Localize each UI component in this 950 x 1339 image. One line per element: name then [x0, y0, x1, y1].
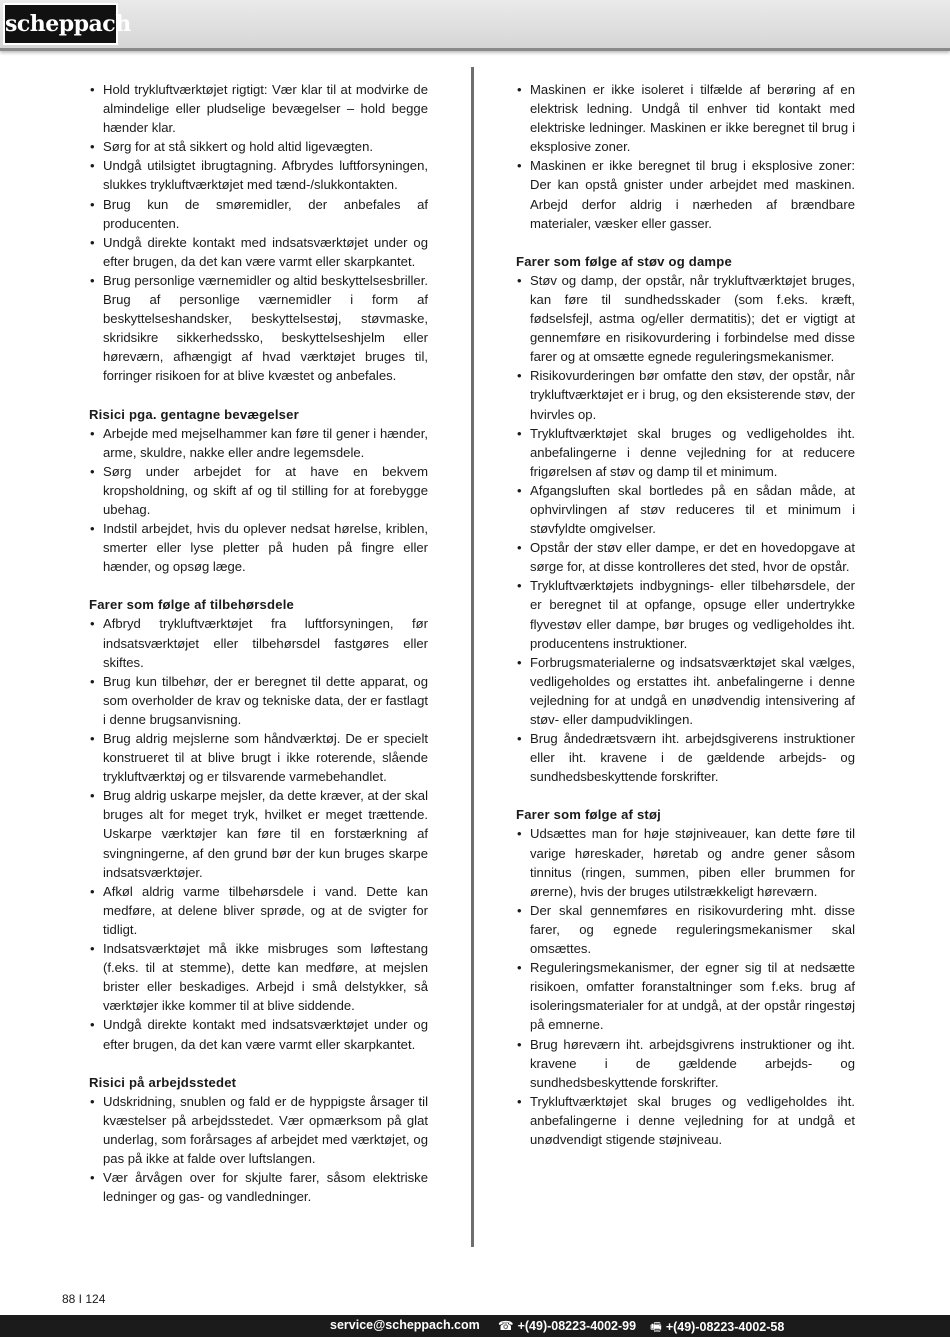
list-item: • Afgangsluften skal bortledes på en sådan måde, at ophvirvlingen af støv reduceres til et minimum i støvfyldte omgivelser. — [516, 481, 855, 538]
phone-number: +(49)-08223-4002-99 — [517, 1319, 637, 1333]
list-item: • Maskinen er ikke isoleret i tilfælde af berøring af en elektrisk ledning. Undgå til enhver tid kontakt med elektriske ledninger. Maskinen er ikke beregnet til brug i eksplosive zoner. — [516, 80, 855, 156]
left-column — [89, 80, 428, 1225]
list-item: • Hold trykluftværktøjet rigtigt: Vær klar til at modvirke de almindelige eller pludselige bevægelser – hold begge hænder klar. — [89, 80, 428, 137]
list-item: • Vær årvågen over for skjulte farer, såsom elektriske ledninger og gas- og vandledninger. — [89, 1168, 428, 1206]
noise-hazards-section — [516, 805, 855, 1149]
list-item: • Risikovurderingen bør omfatte den støv, der opstår, når trykluftværktøjet er i brug, og den eksisterende støv, der hvirvles op. — [516, 366, 855, 423]
list-item: • Udsættes man for høje støjniveauer, kan dette føre til varige høreskader, høretab og andre gener såsom tinnitus (ringen, summen, piben eller brummen for ørerne), hvis der bruges utilstrækkeligt høreværn. — [516, 824, 855, 900]
dust-hazards-section — [516, 252, 855, 787]
page-number: 88 I 124 — [62, 1292, 106, 1306]
fax-contact — [650, 1318, 784, 1339]
fax-icon: 🖷 — [650, 1320, 662, 1334]
list-item: • Indsatsværktøjet må ikke misbruges som løftestang (f.eks. til at stemme), dette kan medføre, at mejslen brister eller beskadiges. Arbejd i små delstykker, så værktøjer ikke kommer til at blive siddende. — [89, 939, 428, 1015]
section-heading: Farer som følge af tilbehørsdele — [89, 597, 295, 613]
service-email-link[interactable]: service@scheppach.com — [330, 1318, 480, 1332]
list-item: • Sørg under arbejdet for at have en bekvem kropsholdning, og skift af og til stilling for at forebygge ubehag. — [89, 462, 428, 519]
list-item: • Brug aldrig mejslerne som håndværktøj. De er specielt konstrueret til at blive brugt i ikke roterende, slående trykluftværktøj og er tilsvarende varmebehandlet. — [89, 729, 428, 786]
accessory-hazards-section — [89, 595, 428, 1053]
list-item: • Brug kun de smøremidler, der anbefales af producenten. — [89, 195, 428, 233]
repetitive-movement-section — [89, 405, 428, 577]
list-item: • Undgå direkte kontakt med indsatsværktøjet under og efter brugen, da det kan være varmt eller skarpkantet. — [89, 233, 428, 271]
list-item: • Forbrugsmaterialerne og indsatsværktøjet skal vælges, vedligeholdes og erstattes iht. anbefalingerne i denne vejledning for at undgå en unødvendig intensivering af støv- eller dampudviklingen. — [516, 653, 855, 729]
list-item: • Der skal gennemføres en risikovurdering mht. disse farer, og egnede reguleringsmekanismer skal omsættes. — [516, 901, 855, 958]
list-item: • Trykluftværktøjets indbygnings- eller tilbehørsdele, der er beregnet til at opfange, opsuge eller undertrykke flyvestøv eller dampe, bør bruges og vedligeholdes iht. producentens instruktioner. — [516, 576, 855, 652]
right-intro-section — [516, 80, 855, 233]
footer-bar — [0, 1315, 950, 1337]
bullet-list — [89, 80, 428, 386]
list-item: • Undgå direkte kontakt med indsatsværktøjet under og efter brugen, da det kan være varmt eller skarpkantet. — [89, 1015, 428, 1053]
left-intro-section — [89, 80, 428, 386]
list-item: • Sørg for at stå sikkert og hold altid ligevægten. — [89, 137, 428, 156]
bullet-list — [89, 424, 428, 577]
phone-contact — [498, 1318, 636, 1333]
workplace-risks-section — [89, 1073, 428, 1207]
section-heading: Risici på arbejdsstedet — [89, 1074, 237, 1090]
list-item: • Undgå utilsigtet ibrugtagning. Afbrydes luftforsyningen, slukkes trykluftværktøjet med tænd-/slukkontakten. — [89, 156, 428, 194]
section-heading: Farer som følge af støj — [516, 807, 662, 823]
list-item: • Brug åndedrætsværn iht. arbejdsgiverens instruktioner eller iht. kravene i de gældende arbejds- og sundhedsbeskyttende forskrifter. — [516, 729, 855, 786]
right-column — [516, 80, 855, 1168]
scheppach-logo: scheppach — [3, 3, 118, 45]
list-item: • Brug aldrig uskarpe mejsler, da dette kræver, at der skal bruges alt for meget tryk, hvilket er meget trættende. Uskarpe værktøjer kan føre til en forstærkning af svingningerne, af den grund bør der kun bruges skarpe indsatsværktøjer. — [89, 786, 428, 881]
list-item: • Arbejde med mejselhammer kan føre til gener i hænder, arme, skuldre, nakke eller andre legemsdele. — [89, 424, 428, 462]
list-item: • Afbryd trykluftværktøjet fra luftforsyningen, før indsatsværktøjet eller tilbehørsdel fastgøres eller skiftes. — [89, 614, 428, 671]
bullet-list — [516, 80, 855, 233]
section-heading: Farer som følge af støv og dampe — [516, 253, 732, 269]
section-heading: Risici pga. gentagne bevægelser — [89, 406, 299, 422]
phone-icon: ☎ — [498, 1319, 514, 1333]
column-divider — [471, 67, 474, 1247]
list-item: • Maskinen er ikke beregnet til brug i eksplosive zoner: Der kan opstå gnister under arbejdet med maskinen. Arbejd derfor aldrig i nærheden af brændbare materialer, væsker eller gasser. — [516, 156, 855, 232]
bullet-list — [89, 614, 428, 1053]
list-item: • Udskridning, snublen og fald er de hyppigste årsager til kvæstelser på arbejdsstedet. Vær opmærksom på glat underlag, som forårsages af arbejdet med værktøjet, og pas på ikke at falde over luftslangen. — [89, 1092, 428, 1168]
list-item: • Afkøl aldrig varme tilbehørsdele i vand. Dette kan medføre, at delene bliver sprøde, og at de svigter for tidligt. — [89, 882, 428, 939]
list-item: • Brug kun tilbehør, der er beregnet til dette apparat, og som overholder de krav og tekniske data, der er fastlagt i denne brugsanvisning. — [89, 672, 428, 729]
list-item: • Trykluftværktøjet skal bruges og vedligeholdes iht. anbefalingerne i denne vejledning for at reducere frigørelsen af støv og damp til et minimum. — [516, 424, 855, 481]
fax-number: +(49)-08223-4002-58 — [665, 1320, 785, 1334]
bullet-list — [89, 1092, 428, 1207]
header-bar — [0, 0, 950, 51]
list-item: • Reguleringsmekanismer, der egner sig til at nedsætte risikoen, omfatter foranstaltninger som f.eks. brug af isoleringsmaterialer for at undgå, at der opstår ringestøj på emnerne. — [516, 958, 855, 1034]
list-item: • Opstår der støv eller dampe, er det en hovedopgave at sørge for, at disse kontrolleres det sted, hvor de opstår. — [516, 538, 855, 576]
bullet-list — [516, 271, 855, 787]
list-item: • Brug høreværn iht. arbejdsgivrens instruktioner og iht. kravene i de gældende arbejds- og sundhedsbeskyttende forskrifter. — [516, 1035, 855, 1092]
list-item: • Trykluftværktøjet skal bruges og vedligeholdes iht. anbefalingerne i denne vejledning for at undgå et unødvendigt stigende støjniveau. — [516, 1092, 855, 1149]
list-item: • Støv og damp, der opstår, når trykluftværktøjet bruges, kan føre til sundhedsskader (som f.eks. kræft, fødselsfejl, astma og/eller dermatitis); det er vigtigt at gennemføre en risikovurdering i forbindelse med disse farer og at omsætte egnede reguleringsmekanismer. — [516, 271, 855, 366]
bullet-list — [516, 824, 855, 1149]
list-item: • Brug personlige værnemidler og altid beskyttelsesbriller. Brug af personlige værnemidler i form af beskyttelseshandsker, beskyttelsestøj, støvmaske, skridsikre sikkerhedssko, beskyttelseshjelm eller høreværn, afhængigt af hvad værktøjet bruges til, forringer risikoen for at blive kvæstet og anbefales. — [89, 271, 428, 386]
list-item: • Indstil arbejdet, hvis du oplever nedsat hørelse, kriblen, smerter eller lyse pletter på huden på fingre eller hænder, og opsøg læge. — [89, 519, 428, 576]
